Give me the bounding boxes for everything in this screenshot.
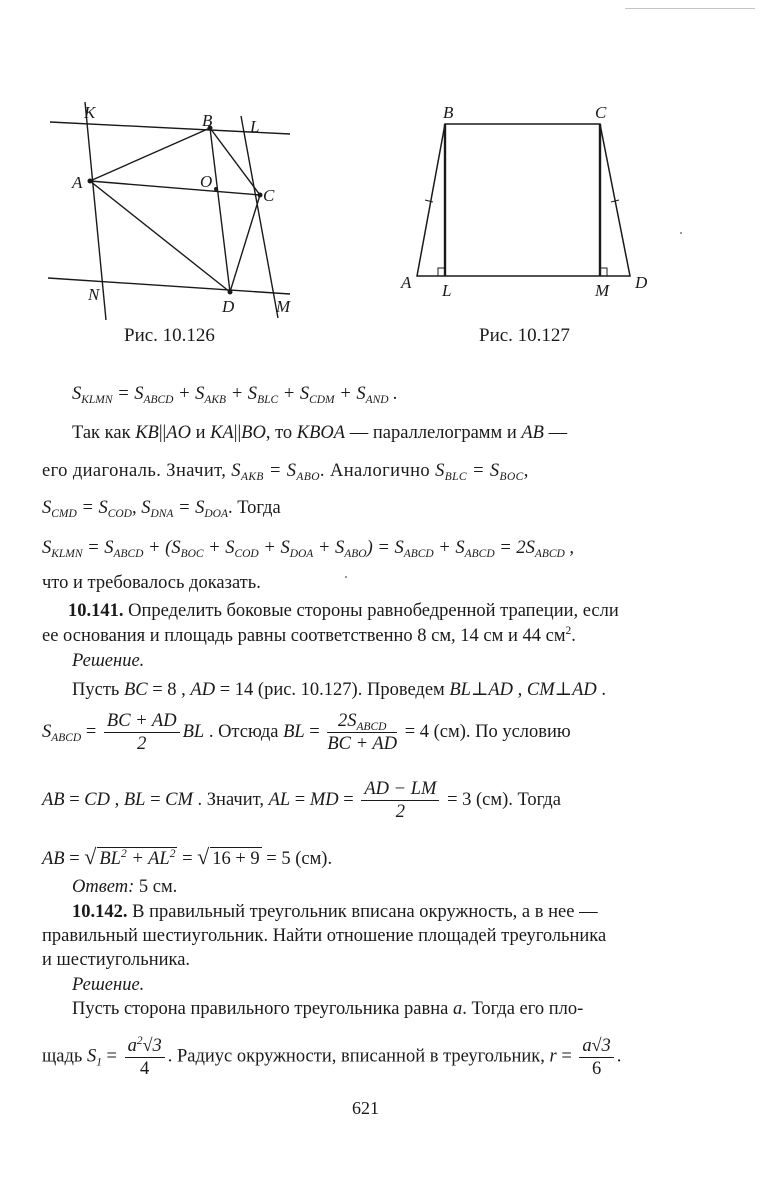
- label-D2: D: [635, 273, 648, 292]
- text-line-1: Так как KB||AO и KA||BO, то KBOA — параллелограмм и AB —: [72, 423, 568, 443]
- formula-area-trap: $S_{ABCD}$ = $\frac{BC + AD}{2}$ BL . Отсюда BL = $\frac{2S_{ABCD}}{BC + AD}$ = 4 (см). По условию: [42, 711, 571, 754]
- label-K: K: [84, 103, 96, 122]
- answer-line: Ответ: 5 см.: [72, 877, 178, 897]
- formula-am: AB = CD , BL = CM . Значит, AL = MD = $\frac{AD - LM}{2}$ = 3 (см). Тогда: [42, 779, 561, 822]
- label-B: B: [202, 111, 213, 130]
- text-proved: что и требовалось доказать.: [42, 573, 261, 593]
- text-let-2: Пусть сторона правильного треугольника равна a. Тогда его пло-: [72, 999, 584, 1019]
- text-let-1: Пусть BC = 8 , AD = 14 (рис. 10.127). Проведем BL⊥AD , CM⊥AD .: [72, 680, 606, 700]
- label-A2: A: [401, 273, 412, 292]
- scan-mark: [625, 8, 755, 9]
- label-M2: M: [595, 281, 610, 300]
- problem-141-cont: ее основания и площадь равны соответственно 8 см, 14 см и 44 $см^2$.: [42, 625, 576, 646]
- figure-caption-2: Рис. 10.127: [479, 325, 570, 346]
- page-number: 621: [352, 1098, 379, 1118]
- label-C2: C: [595, 103, 607, 122]
- figure-10-126: [40, 100, 310, 325]
- formula-ab: AB = √ $BL^2 + AL^2$ = √ 16 + 9 = 5 (см).: [42, 844, 333, 869]
- label-L2: L: [442, 281, 452, 300]
- figure-10-127: [395, 100, 665, 310]
- problem-142: 10.142. В правильный треугольник вписана окружность, а в нее —: [72, 902, 598, 922]
- label-L: L: [250, 117, 260, 136]
- formula-sum-area: $S_{KLMN} = S_{ABCD} + S_{AKB} + S_{BLC} + S_{CDM} + S_{AND}$ .: [72, 384, 398, 406]
- solution-label-2: Решение.: [72, 975, 145, 995]
- solution-label: Решение.: [72, 651, 145, 671]
- label-O: O: [200, 172, 213, 191]
- label-B2: B: [443, 103, 454, 122]
- figure-caption-1: Рис. 10.126: [124, 325, 215, 346]
- label-D: D: [222, 297, 235, 316]
- text-line-3: $S_{CMD} = S_{COD}$, $S_{DNA} = S_{DOA}$. Тогда: [42, 498, 281, 520]
- formula-total: $S_{KLMN} = S_{ABCD} + (S_{BOC} + S_{COD} + S_{DOA} + S_{ABO}) = S_{ABCD} + S_{ABCD} = 2S_{ABCD}$ ,: [42, 538, 575, 560]
- label-N: N: [88, 285, 100, 304]
- text-line-2: его диагональ. Значит, $S_{AKB} = S_{ABO}$. Аналогично $S_{BLC} = S_{BOC}$,: [42, 461, 529, 483]
- scan-dot: [680, 232, 682, 234]
- label-A: A: [72, 173, 83, 192]
- problem-142-cont-1: правильный шестиугольник. Найти отношение площадей треугольника: [42, 926, 607, 946]
- label-M: M: [276, 297, 291, 316]
- label-C: C: [263, 186, 275, 205]
- formula-s1: щадь $S_1$ = $\frac{a^2√3}{4}$ . Радиус окружности, вписанной в треугольник, r = $\frac{a√3}{6}$ .: [42, 1035, 622, 1079]
- scan-dot: [345, 576, 347, 578]
- problem-142-cont-2: и шестиугольника.: [42, 950, 191, 970]
- problem-141: 10.141. Определить боковые стороны равнобедренной трапеции, если: [68, 601, 619, 621]
